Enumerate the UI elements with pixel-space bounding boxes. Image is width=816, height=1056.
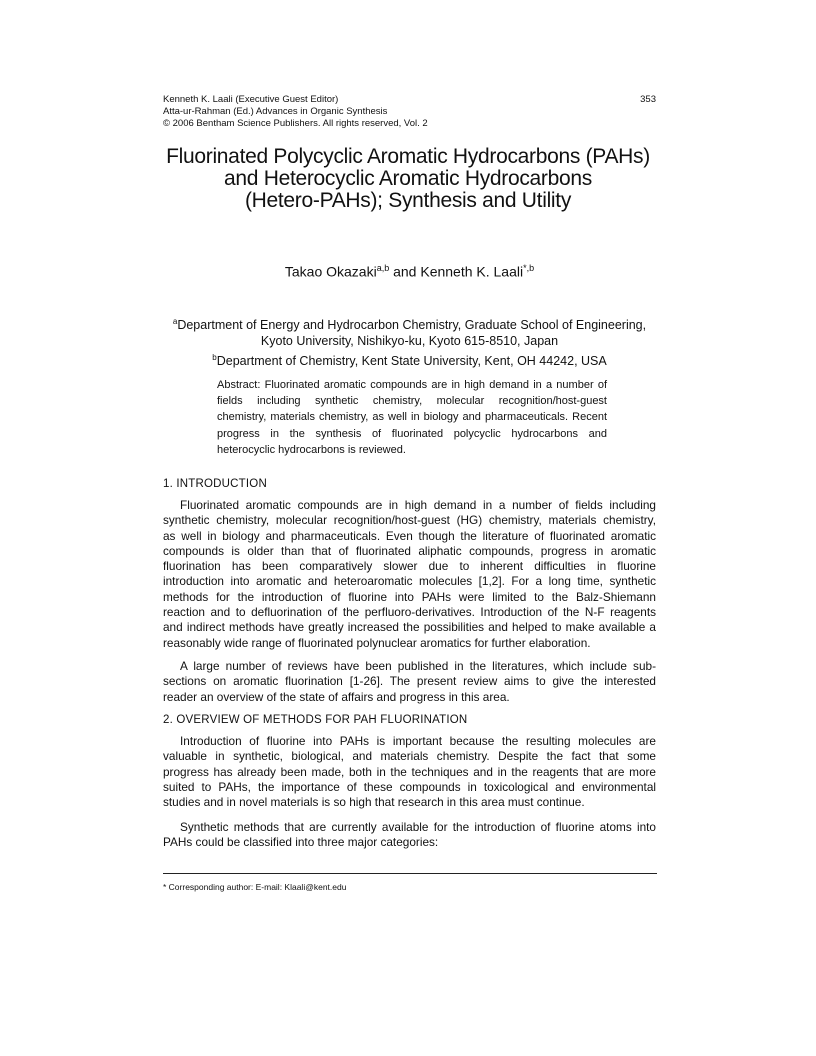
title-line: (Hetero-PAHs); Synthesis and Utility xyxy=(244,189,572,212)
title-line: and Heterocyclic Aromatic Hydrocarbons xyxy=(224,167,592,190)
header-line: © 2006 Bentham Science Publishers. All rights reserved, Vol. 2 xyxy=(163,118,428,129)
section-heading: 2. OVERVIEW OF METHODS FOR PAH FLUORINATION xyxy=(163,714,468,726)
paragraph-line: reaction and to defluorination of the perfluoro-derivatives. Introduction of the N-F reagents xyxy=(163,605,656,620)
paragraph-line: A large number of reviews have been published in the literatures, which include sub- xyxy=(180,659,656,673)
abstract xyxy=(217,377,607,458)
abstract-line: fields including synthetic chemistry, molecular recognition/host-guest xyxy=(217,395,607,408)
affiliation-a xyxy=(163,314,656,349)
paper-title xyxy=(130,146,686,212)
footnote-divider xyxy=(163,873,657,874)
running-header xyxy=(163,94,428,130)
paragraph xyxy=(163,734,656,810)
paragraph-line: studies and in novel materials is so high that research in this area must continue. xyxy=(163,795,585,810)
abstract-line: chemistry, materials chemistry, as well in biology and pharmaceuticals. Recent xyxy=(217,411,607,424)
paragraph-line: fluorination has been comparatively slower due to inherent difficulties in fluorine xyxy=(163,559,656,574)
paragraph xyxy=(163,659,656,705)
paragraph-line: introduction into aromatic and heteroaromatic molecules [1,2]. For a long time, synthetic xyxy=(163,574,656,589)
paragraph-line: progress has already been made, both in the techniques and in the reagents that are more xyxy=(163,764,656,779)
affiliation-b xyxy=(163,350,656,369)
paragraph-line: suited to PAHs, the importance of these compounds in toxicological and environmental xyxy=(163,779,656,794)
author-name: Takao Okazaki xyxy=(284,263,377,280)
paragraph xyxy=(163,820,656,851)
abstract-line: Abstract: Fluorinated aromatic compounds are in high demand in a number of xyxy=(217,379,607,391)
paragraph xyxy=(163,498,656,651)
paragraph-line: Synthetic methods that are currently available for the introduction of fluorine atoms into xyxy=(180,820,656,834)
paragraph-line: compounds is older than that of fluorinated aliphatic compounds, progress in aromatic xyxy=(163,543,656,558)
paragraph-line: PAHs could be classified into three major categories: xyxy=(163,835,439,850)
author-affil-mark: a,b xyxy=(376,263,390,273)
section-heading: 1. INTRODUCTION xyxy=(163,478,267,490)
paragraph-line: methods for the introduction of fluorine into PAHs were limited to the Balz-Shiemann xyxy=(163,589,656,604)
authors xyxy=(163,263,656,280)
paragraph-line: sections on aromatic fluorination [1-26]. The present review aims to give the interested xyxy=(163,674,656,689)
header-line: Atta-ur-Rahman (Ed.) Advances in Organic Synthesis xyxy=(163,106,388,117)
paragraph-line: reader an overview of the state of affairs and progress in this area. xyxy=(163,689,510,704)
affil-mark: b xyxy=(212,353,217,362)
affil-line: Department of Energy and Hydrocarbon Chemistry, Graduate School of Engineering, xyxy=(177,318,647,333)
author-conj: and xyxy=(389,263,421,280)
paragraph-line: reasonably wide range of fluorinated polynuclear aromatics for further elaboration. xyxy=(163,635,591,650)
paragraph-line: Introduction of fluorine into PAHs is important because the resulting molecules are xyxy=(180,734,656,748)
abstract-line: heterocyclic hydrocarbons is reviewed. xyxy=(217,443,406,456)
footnote: * Corresponding author: E-mail: Klaali@kent.edu xyxy=(163,882,347,892)
page-number: 353 xyxy=(640,94,656,105)
author-name: Kenneth K. Laali xyxy=(420,263,524,280)
affil-line: Department of Chemistry, Kent State University, Kent, OH 44242, USA xyxy=(216,354,607,369)
abstract-line: progress in the synthesis of fluorinated polycyclic hydrocarbons and xyxy=(217,427,607,440)
affil-mark: a xyxy=(172,317,178,326)
paragraph-line: synthetic chemistry, molecular recognition/host-guest (HG) chemistry, materials chemistry, xyxy=(163,513,656,528)
paragraph-line: valuable in synthetic, biological, and materials chemistry. Despite the fact that some xyxy=(163,749,656,764)
header-line: Kenneth K. Laali (Executive Guest Editor) xyxy=(163,94,339,105)
paragraph-line: as well in biology and pharmaceuticals. Even though the literature of fluorinated aromatic xyxy=(163,528,656,543)
affil-line: Kyoto University, Nishikyo-ku, Kyoto 615-8510, Japan xyxy=(260,334,559,349)
paragraph-line: and indirect methods have greatly increased the possibilities and helped to make available a xyxy=(163,620,656,635)
title-line: Fluorinated Polycyclic Aromatic Hydrocarbons (PAHs) xyxy=(166,145,650,168)
paragraph-line: Fluorinated aromatic compounds are in high demand in a number of fields including xyxy=(180,498,656,512)
author-affil-mark: *,b xyxy=(523,263,535,273)
